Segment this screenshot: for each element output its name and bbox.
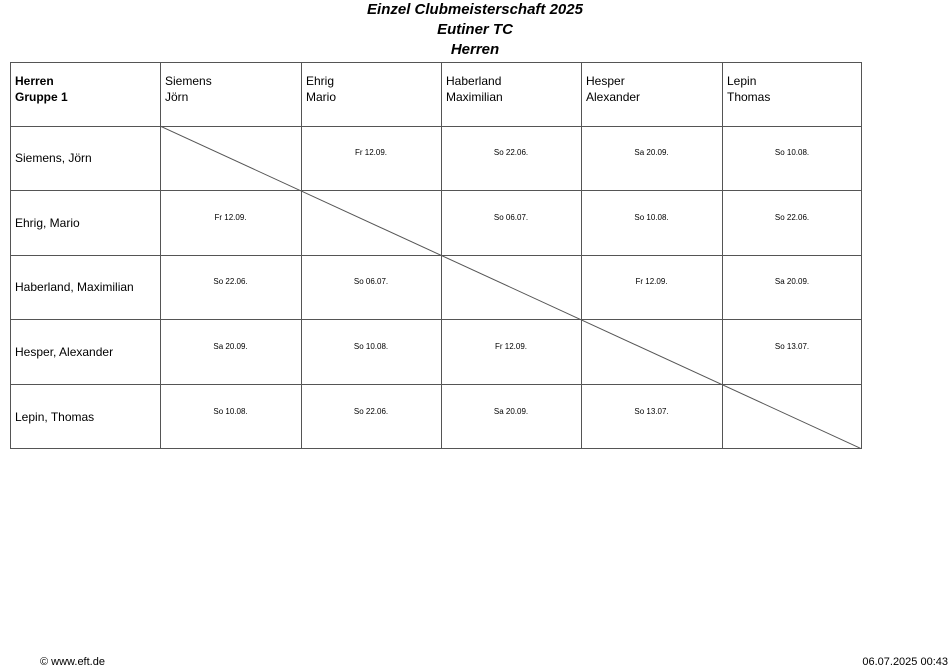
column-header <box>165 73 212 105</box>
column-first-name: Mario <box>306 90 337 104</box>
column-first-name: Alexander <box>586 90 641 104</box>
diagonal-line <box>160 126 862 449</box>
corner-group: Gruppe 1 <box>15 90 68 104</box>
corner-header <box>15 73 68 105</box>
print-timestamp: 06.07.2025 00:43 <box>862 656 948 668</box>
column-last-name: Haberland <box>446 74 502 88</box>
copyright-footer: © www.eft.de <box>40 656 105 668</box>
row-player-name: Haberland, Maximilian <box>15 280 134 294</box>
match-date: So 06.07. <box>353 277 389 286</box>
match-date: So 22.06. <box>213 277 248 286</box>
match-date: So 06.07. <box>493 213 529 222</box>
match-date: So 22.06. <box>774 213 810 222</box>
column-last-name: Lepin <box>727 74 757 88</box>
row-player-name: Ehrig, Mario <box>15 216 80 230</box>
match-date: So 13.07. <box>634 407 669 416</box>
match-date: Sa 20.09. <box>634 148 669 157</box>
column-last-name: Ehrig <box>306 74 335 88</box>
match-date: So 22.06. <box>353 407 389 416</box>
match-date: So 10.08. <box>353 342 389 351</box>
row-player-name: Hesper, Alexander <box>15 345 114 359</box>
club-name: Eutiner TC <box>437 21 513 38</box>
column-header <box>727 73 770 105</box>
match-date: So 10.08. <box>634 213 669 222</box>
match-schedule-grid <box>10 62 862 449</box>
match-date: So 10.08. <box>774 148 810 157</box>
match-date: Sa 20.09. <box>774 277 810 286</box>
column-header <box>306 73 336 105</box>
column-first-name: Jörn <box>165 90 189 104</box>
column-first-name: Maximilian <box>446 90 503 104</box>
column-header <box>446 73 503 105</box>
match-date: So 13.07. <box>774 342 810 351</box>
match-date: Sa 20.09. <box>213 342 248 351</box>
match-date: Fr 12.09. <box>354 148 387 157</box>
column-header <box>586 73 640 105</box>
match-date: Fr 12.09. <box>494 342 527 351</box>
match-date: So 10.08. <box>213 407 248 416</box>
page-header <box>0 0 950 60</box>
corner-category: Herren <box>15 74 54 88</box>
category-name: Herren <box>450 41 500 58</box>
match-date: Fr 12.09. <box>635 277 668 286</box>
column-last-name: Siemens <box>165 74 212 88</box>
tournament-title: Einzel Clubmeisterschaft 2025 <box>367 1 583 18</box>
match-date: Sa 20.09. <box>493 407 529 416</box>
row-player-name: Lepin, Thomas <box>15 410 95 424</box>
row-player-name: Siemens, Jörn <box>15 151 92 165</box>
column-last-name: Hesper <box>586 74 625 88</box>
match-date: So 22.06. <box>493 148 529 157</box>
diagonal-separator <box>10 62 862 449</box>
column-first-name: Thomas <box>727 90 771 104</box>
match-date: Fr 12.09. <box>214 213 247 222</box>
